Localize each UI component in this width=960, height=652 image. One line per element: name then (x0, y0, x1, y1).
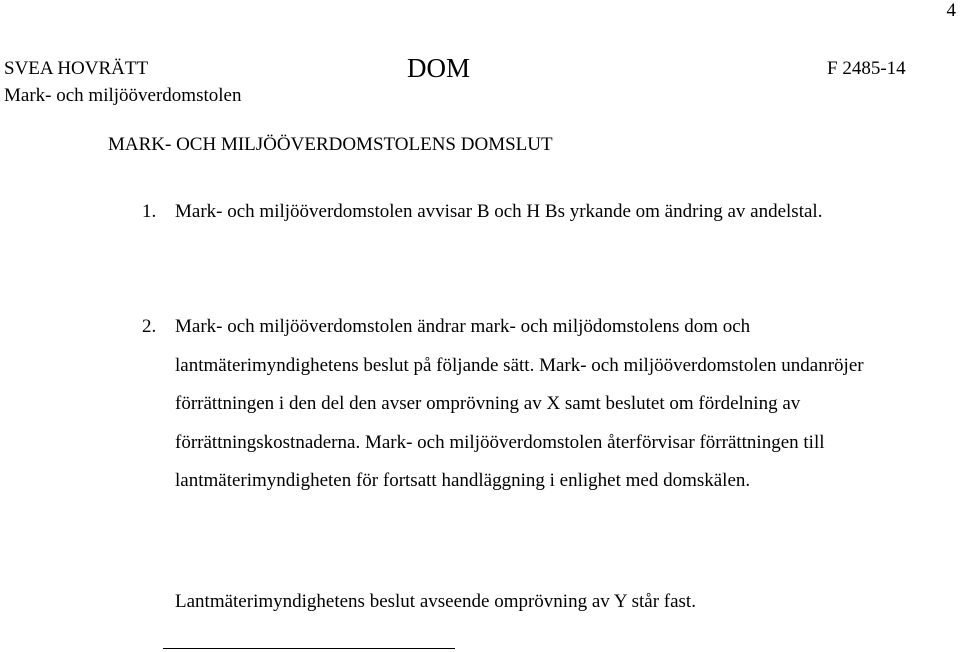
ruling-item (142, 308, 902, 501)
ruling-item-number: 2. (142, 316, 157, 337)
ruling-item-number: 1. (142, 201, 157, 222)
final-paragraph: Lantmäterimyndighetens beslut avseende omprövning av Y står fast. (175, 591, 696, 612)
ruling-heading: MARK- OCH MILJÖÖVERDOMSTOLENS DOMSLUT (108, 134, 553, 155)
document-type: DOM (407, 53, 471, 83)
ruling-item-text: Mark- och miljööverdomstolen ändrar mark- och miljödomstolens dom och lantmäterimyndighetens beslut på följande sätt. Mark- och miljööverdomstolen undanröjer förrättningen i den del den avser omprövning av X samt beslutet om fördelning av förrättningskostnaderna. Mark- och miljööverdomstolen återförvisar förrättningen till lantmäterimyndigheten för fortsatt handläggning i enlighet med domskälen. (175, 316, 864, 491)
page-number: 4 (946, 0, 956, 21)
court-block (4, 55, 241, 109)
court-name: SVEA HOVRÄTT (4, 58, 149, 79)
signature-line (163, 648, 455, 649)
court-division: Mark- och miljööverdomstolen (4, 85, 242, 106)
case-number: F 2485-14 (827, 58, 906, 79)
ruling-item (142, 193, 902, 232)
ruling-item-text: Mark- och miljööverdomstolen avvisar B och H Bs yrkande om ändring av andelstal. (175, 201, 823, 222)
